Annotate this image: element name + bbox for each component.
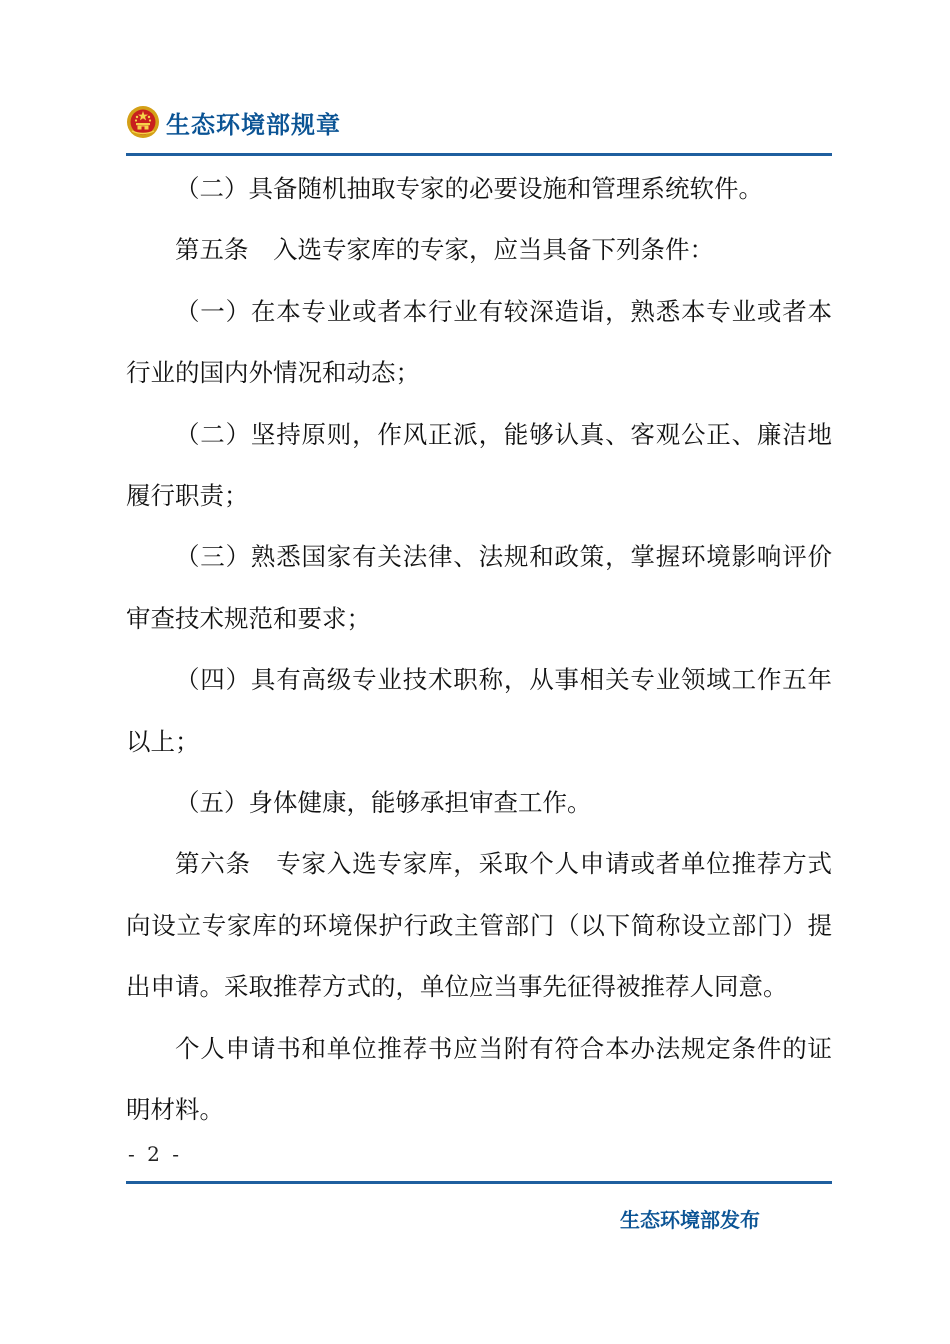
document-header [126,100,341,144]
header-divider [126,153,832,156]
document-body [126,158,832,1141]
paragraph: 个人申请书和单位推荐书应当附有符合本办法规定条件的证明材料。 [126,1033,832,1125]
header-title: 生态环境部规章 [166,110,341,139]
paragraph: 第五条 入选专家库的专家，应当具备下列条件： [175,235,714,265]
paragraph: （二）坚持原则，作风正派，能够认真、客观公正、廉洁地履行职责； [126,419,832,511]
footer-divider [126,1181,832,1184]
paragraph: 第六条 专家入选专家库，采取个人申请或者单位推荐方式向设立专家库的环境保护行政主管部门（以下简称设立部门）提出申请。采取推荐方式的，单位应当事先征得被推荐人同意。 [126,849,832,1002]
paragraph: （一）在本专业或者本行业有较深造诣，熟悉本专业或者本行业的国内外情况和动态； [126,296,832,388]
national-emblem-icon [126,105,160,139]
paragraph: （二）具备随机抽取专家的必要设施和管理系统软件。 [175,174,763,203]
page-number: - 2 - [128,1142,182,1166]
paragraph: （三）熟悉国家有关法律、法规和政策，掌握环境影响评价审查技术规范和要求； [126,542,832,633]
paragraph: （四）具有高级专业技术职称，从事相关专业领域工作五年以上； [126,665,832,756]
paragraph: （五）身体健康，能够承担审查工作。 [175,788,592,818]
footer-publisher: 生态环境部发布 [620,1208,760,1232]
